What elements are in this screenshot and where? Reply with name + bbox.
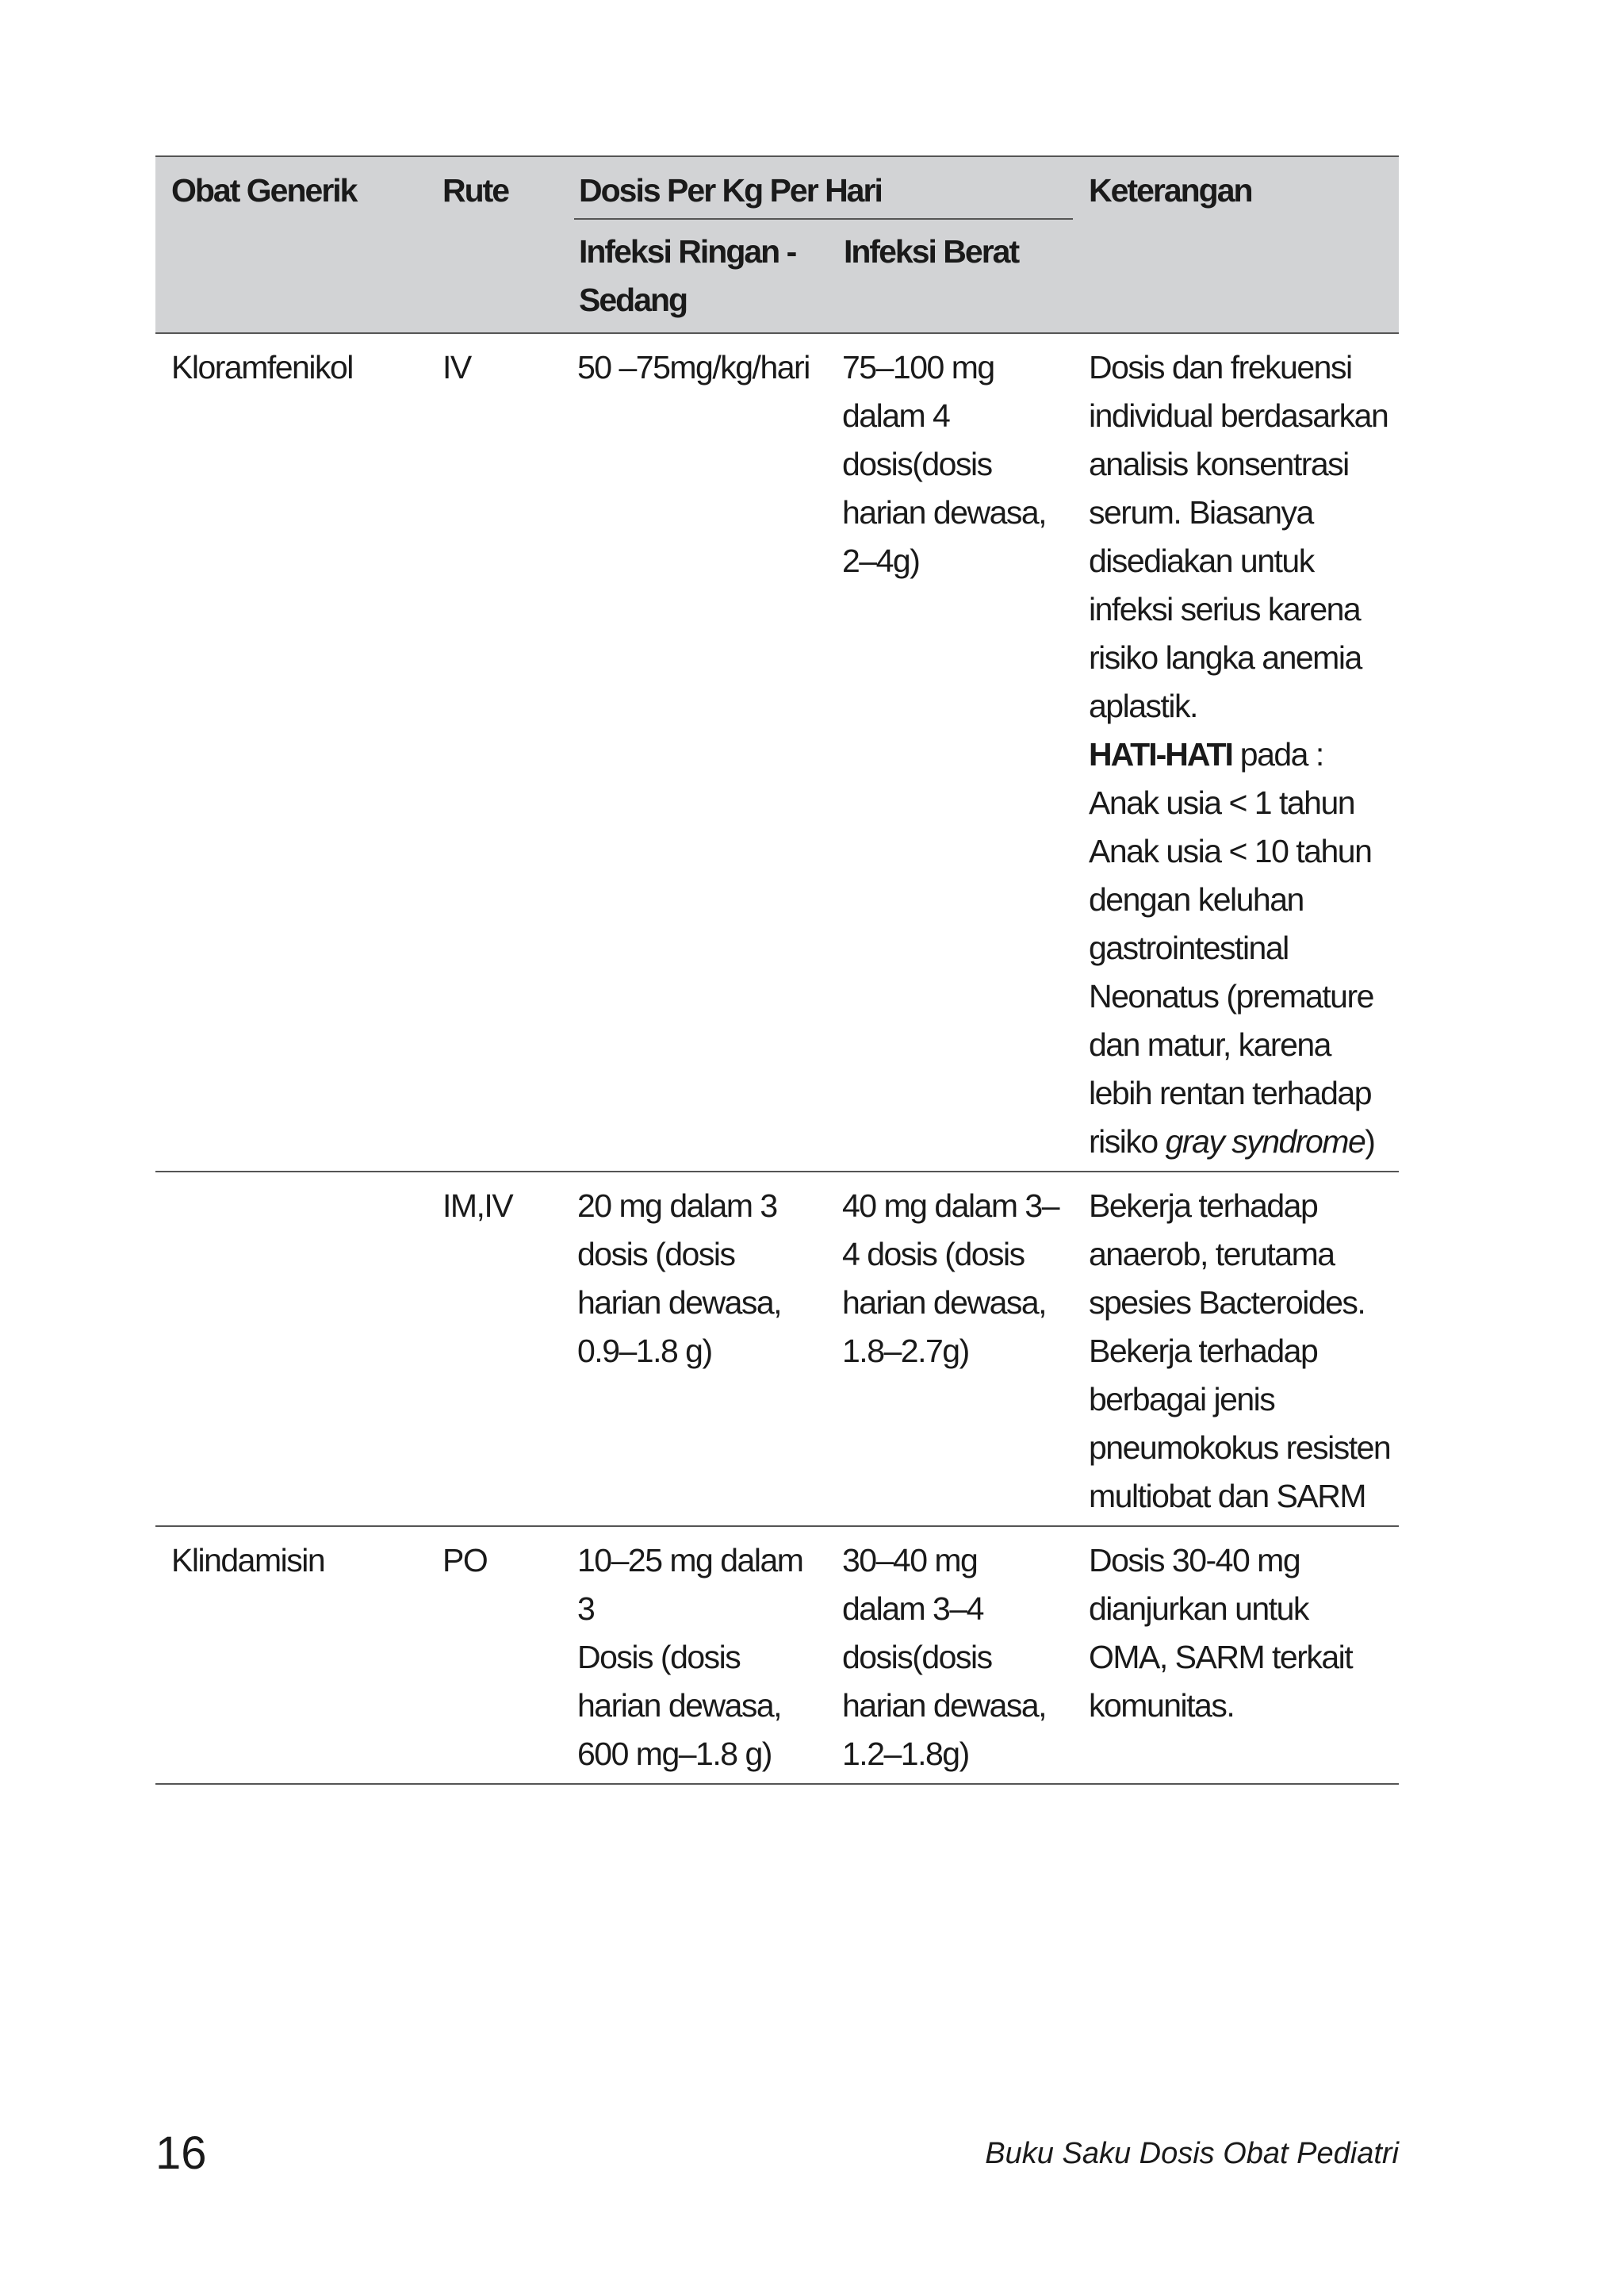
cell-route: IM,IV [427, 1172, 563, 1526]
header-dose-group: Dosis Per Kg Per Hari [563, 156, 1073, 220]
table-row [155, 333, 1399, 1172]
dosage-table-container [155, 155, 1399, 1785]
table-header [155, 156, 1399, 333]
cell-drug: Klindamisin [155, 1526, 427, 1784]
mild-dose-line: 10–25 mg dalam 3 [577, 1542, 803, 1627]
caution-item: Anak usia < 1 tahun [1089, 784, 1355, 821]
caution-suffix: pada : [1231, 736, 1323, 773]
cell-drug [155, 1172, 427, 1526]
header-severe: Infeksi Berat [828, 220, 1073, 333]
cell-route: PO [427, 1526, 563, 1784]
header-route: Rute [427, 156, 563, 333]
mild-dose-line: Dosis (dosis harian dewasa, 600 mg–1.8 g) [577, 1639, 782, 1772]
cell-drug: Kloramfenikol [155, 333, 427, 1172]
page-number: 16 [155, 2127, 207, 2179]
table-row [155, 1172, 1399, 1526]
dosage-table [155, 155, 1399, 1785]
cell-notes [1073, 333, 1399, 1172]
cell-severe-dose: 30–40 mg dalam 3–4 dosis(dosis harian dewasa, 1.2–1.8g) [828, 1526, 1073, 1784]
table-row [155, 1526, 1399, 1784]
caution-label: HATI-HATI [1089, 736, 1232, 773]
notes-text: Dosis dan frekuensi individual berdasarkan analisis konsentrasi serum. Biasanya disediakan untuk infeksi serius karena risiko langka anemia aplastik. [1089, 349, 1388, 724]
cell-route: IV [427, 333, 563, 1172]
cell-mild-dose [563, 1526, 828, 1784]
cell-severe-dose: 75–100 mg dalam 4 dosis(dosis harian dewasa, 2–4g) [828, 333, 1073, 1172]
cell-notes: Dosis 30-40 mg dianjurkan untuk OMA, SARM terkait komunitas. [1073, 1526, 1399, 1784]
caution-item-end: ) [1365, 1123, 1375, 1160]
caution-item: Anak usia < 10 tahun dengan keluhan gastrointestinal [1089, 833, 1372, 966]
caution-item-text: Neonatus (premature dan matur, karena lebih rentan terhadap risiko [1089, 978, 1373, 1160]
cell-mild-dose: 20 mg dalam 3 dosis (dosis harian dewasa, 0.9–1.8 g) [563, 1172, 828, 1526]
header-row [155, 156, 1399, 220]
caution-italic-term: gray syndrome [1165, 1123, 1365, 1160]
cell-severe-dose: 40 mg dalam 3–4 dosis (dosis harian dewasa, 1.8–2.7g) [828, 1172, 1073, 1526]
book-title: Buku Saku Dosis Obat Pediatri [985, 2137, 1399, 2170]
header-drug: Obat Generik [155, 156, 427, 333]
cell-notes: Bekerja terhadap anaerob, terutama spesies Bacteroides. Bekerja terhadap berbagai jenis pneumokokus resisten multiobat dan SARM [1073, 1172, 1399, 1526]
header-notes: Keterangan [1073, 156, 1399, 333]
caution-item [1089, 972, 1392, 1166]
caution-heading [1089, 731, 1392, 779]
cell-mild-dose: 50 –75mg/kg/hari [563, 333, 828, 1172]
table-body [155, 333, 1399, 1784]
header-mild: Infeksi Ringan - Sedang [563, 220, 828, 333]
